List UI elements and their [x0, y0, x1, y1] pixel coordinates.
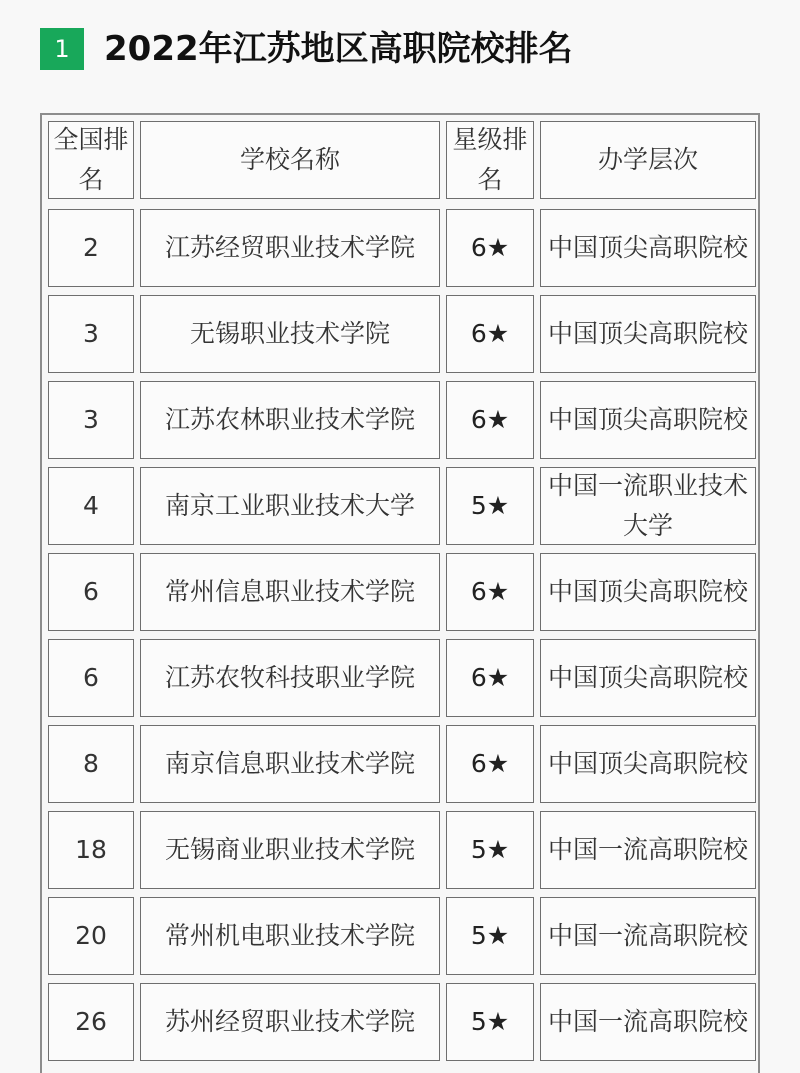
school-name-cell: 常州信息职业技术学院 [140, 553, 440, 631]
school-level-cell: 中国一流高职院校 [540, 897, 756, 975]
ranking-table [40, 113, 760, 1073]
rank-cell: 20 [48, 897, 134, 975]
star-rating-cell: 6★ [446, 639, 534, 717]
table-row [42, 891, 758, 977]
star-rating-cell: 6★ [446, 553, 534, 631]
school-name-cell: 江苏经贸职业技术学院 [140, 209, 440, 287]
school-name-cell: 江苏农牧科技职业学院 [140, 639, 440, 717]
table-row [42, 977, 758, 1063]
star-rating-cell: 6★ [446, 295, 534, 373]
star-rating-cell: 5★ [446, 983, 534, 1061]
school-level-cell: 中国顶尖高职院校 [540, 725, 756, 803]
rank-cell: 6 [48, 639, 134, 717]
table-row [42, 719, 758, 805]
rank-cell: 3 [48, 295, 134, 373]
rank-cell: 8 [48, 725, 134, 803]
column-header-level: 办学层次 [540, 121, 756, 199]
star-rating-cell: 6★ [446, 381, 534, 459]
star-rating-cell: 6★ [446, 725, 534, 803]
article-header [0, 0, 800, 100]
school-level-cell: 中国顶尖高职院校 [540, 639, 756, 717]
rank-cell: 18 [48, 811, 134, 889]
school-level-cell: 中国一流职业技术大学 [540, 467, 756, 545]
star-rating-cell: 6★ [446, 209, 534, 287]
rank-cell: 26 [48, 983, 134, 1061]
table-row [42, 461, 758, 547]
school-name-cell: 南京工业职业技术大学 [140, 467, 440, 545]
star-rating-cell: 5★ [446, 897, 534, 975]
table-row [42, 289, 758, 375]
rank-cell: 4 [48, 467, 134, 545]
school-name-cell: 南京信息职业技术学院 [140, 725, 440, 803]
table-row [42, 633, 758, 719]
column-header-rank: 全国排名 [48, 121, 134, 199]
school-level-cell: 中国顶尖高职院校 [540, 553, 756, 631]
school-name-cell: 无锡职业技术学院 [140, 295, 440, 373]
school-level-cell: 中国顶尖高职院校 [540, 381, 756, 459]
table-row [42, 805, 758, 891]
table-row [42, 547, 758, 633]
table-header-row [42, 115, 758, 201]
column-header-school: 学校名称 [140, 121, 440, 199]
school-name-cell: 无锡商业职业技术学院 [140, 811, 440, 889]
table-row [42, 375, 758, 461]
star-rating-cell: 5★ [446, 467, 534, 545]
column-header-stars: 星级排名 [446, 121, 534, 199]
school-level-cell: 中国一流高职院校 [540, 983, 756, 1061]
section-number-badge: 1 [40, 28, 84, 70]
rank-cell: 6 [48, 553, 134, 631]
school-level-cell: 中国顶尖高职院校 [540, 209, 756, 287]
rank-cell: 2 [48, 209, 134, 287]
star-rating-cell: 5★ [446, 811, 534, 889]
school-level-cell: 中国一流高职院校 [540, 811, 756, 889]
school-name-cell: 常州机电职业技术学院 [140, 897, 440, 975]
rank-cell: 3 [48, 381, 134, 459]
school-name-cell: 江苏农林职业技术学院 [140, 381, 440, 459]
school-level-cell: 中国顶尖高职院校 [540, 295, 756, 373]
table-row [42, 203, 758, 289]
page-title: 2022年江苏地区高职院校排名 [104, 29, 573, 69]
school-name-cell: 苏州经贸职业技术学院 [140, 983, 440, 1061]
